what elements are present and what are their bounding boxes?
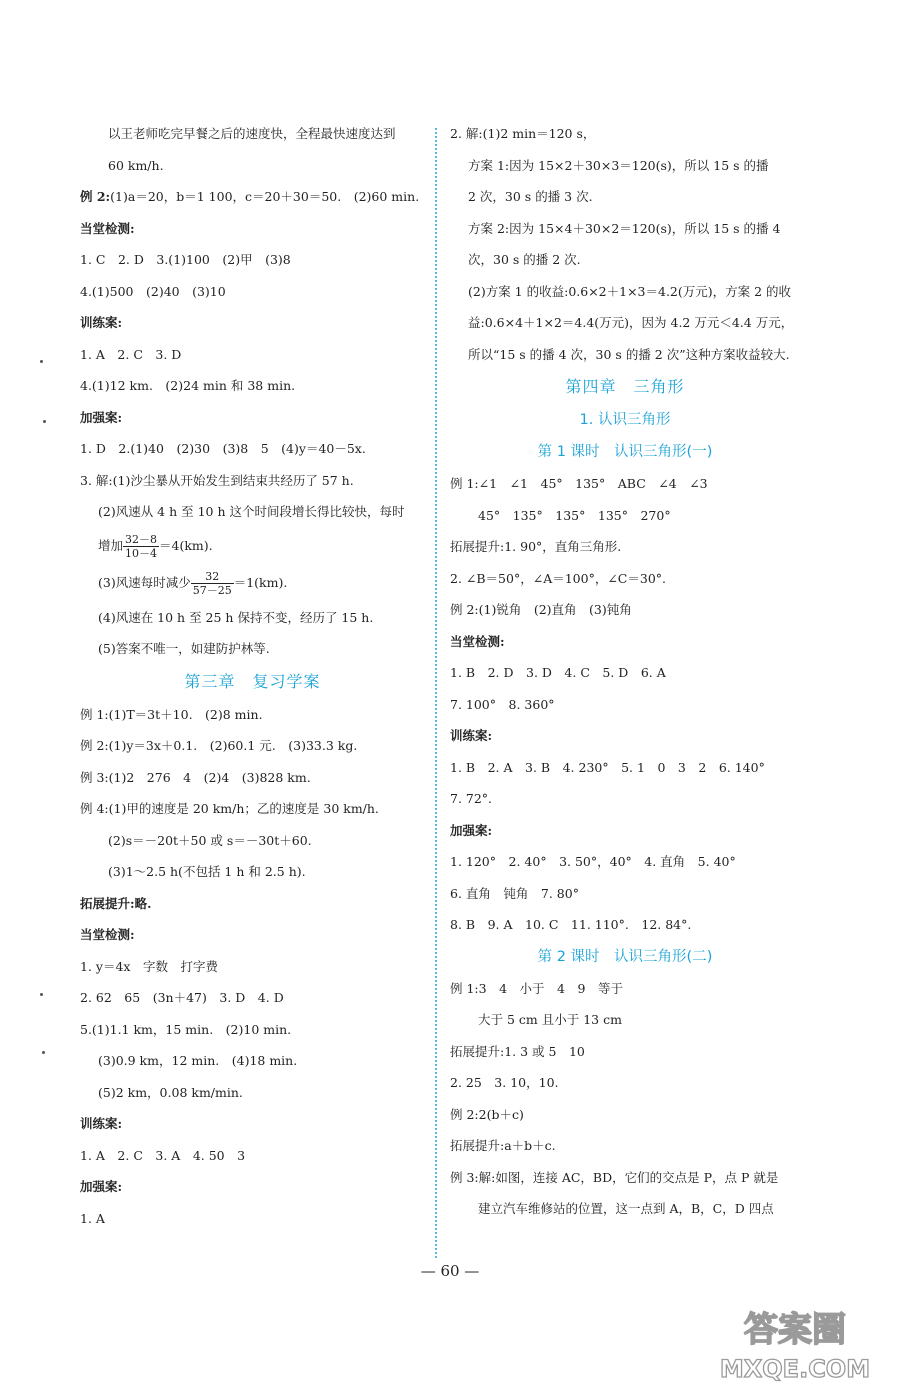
- chapter-heading: 第三章 复习学案: [184, 671, 321, 691]
- answer-line: 1. y＝4x 字数 打字费: [80, 958, 218, 974]
- example-line: 例 3:(1)2 276 4 (2)4 (3)828 km.: [80, 769, 311, 785]
- answer-line: 次，30 s 的播 2 次.: [468, 252, 581, 267]
- page-number: — 60 —: [420, 1262, 480, 1280]
- example-line: 例 3:解:如图，连接 AC，BD，它们的交点是 P，点 P 就是: [450, 1169, 779, 1185]
- answer-line: 2 次，30 s 的播 3 次.: [468, 189, 593, 204]
- section-heading: 训练案:: [80, 315, 123, 330]
- answer-line: 拓展提升:1. 3 或 5 10: [450, 1043, 585, 1059]
- answer-line: (5)答案不唯一，如建防护林等.: [98, 641, 270, 656]
- answer-line: 1. A 2. C 3. A 4. 50 3: [80, 1147, 246, 1163]
- answer-line: 2. 25 3. 10，10.: [450, 1075, 559, 1090]
- example-text: (1)a＝20，b＝1 100，c＝20＋30＝50. (2)60 min.: [110, 189, 420, 204]
- answer-line: 2. 解:(1)2 min＝120 s，: [450, 126, 596, 141]
- example-line: [80, 181, 425, 213]
- example-line: 例 2:(1)y＝3x＋0.1. (2)60.1 元. (3)33.3 kg.: [80, 738, 358, 753]
- answer-line: 1. 120° 2. 40° 3. 50°，40° 4. 直角 5. 40°: [450, 854, 736, 869]
- answer-line: 7. 100° 8. 360°: [450, 696, 555, 712]
- section-heading: 加强案:: [450, 822, 493, 838]
- answer-line: 1. C 2. D 3.(1)100 (2)甲 (3)8: [80, 252, 291, 267]
- scan-speck: [42, 1051, 45, 1054]
- example-line: 例 4:(1)甲的速度是 20 km/h；乙的速度是 30 km/h.: [80, 801, 379, 816]
- answer-line: 2. ∠B＝50°，∠A＝100°，∠C＝30°.: [450, 570, 666, 586]
- answer-line: 2. 62 65 (3n＋47) 3. D 4. D: [80, 990, 284, 1005]
- answer-line: 大于 5 cm 且小于 13 cm: [478, 1012, 622, 1027]
- answer-line: (5)2 km，0.08 km/min.: [98, 1084, 243, 1100]
- answer-line: 3. 解:(1)沙尘暴从开始发生到结束共经历了 57 h.: [80, 472, 354, 488]
- scan-speck: [40, 360, 43, 363]
- right-column: [450, 118, 800, 1225]
- example-line: 例 1:(1)T＝3t＋10. (2)8 min.: [80, 706, 263, 722]
- lesson-title: 第 1 课时 认识三角形(一): [537, 444, 713, 460]
- fraction-numerator: 32－8: [125, 532, 158, 546]
- answer-line: 7. 72°.: [450, 791, 493, 806]
- example-label: 例 2:: [80, 189, 111, 204]
- answer-line: 5.(1)1.1 km，15 min. (2)10 min.: [80, 1021, 292, 1037]
- text-fragment: (3)风速每时减少: [98, 574, 191, 590]
- fraction-denominator: 57－25: [192, 583, 232, 597]
- text-fragment: ＝4(km).: [159, 537, 213, 553]
- answer-line: 1. B 2. A 3. B 4. 230° 5. 1 0 3 2 6. 140°: [450, 759, 765, 775]
- answer-line: 4.(1)500 (2)40 (3)10: [80, 283, 226, 299]
- section-heading: 当堂检测:: [450, 633, 505, 649]
- chapter-heading: 第四章 三角形: [565, 377, 685, 396]
- answer-line: 8. B 9. A 10. C 11. 110°. 12. 84°.: [450, 917, 692, 932]
- answer-line: 拓展提升:a＋b＋c.: [450, 1138, 556, 1153]
- answer-line: 6. 直角 钝角 7. 80°: [450, 885, 579, 901]
- left-column: [80, 118, 425, 1234]
- answer-line: 1. A: [80, 1210, 105, 1226]
- section-heading: 加强案:: [80, 1179, 123, 1194]
- example-line: 例 2:2(b＋c): [450, 1106, 524, 1122]
- column-divider: [435, 128, 437, 1258]
- answer-line: 方案 1:因为 15×2＋30×3＝120(s)，所以 15 s 的播: [468, 157, 769, 173]
- text-fragment: 增加: [98, 537, 124, 553]
- answer-line: 拓展提升:1. 90°，直角三角形.: [450, 539, 622, 554]
- answer-line: 1. D 2.(1)40 (2)30 (3)8 5 (4)y＝40－5x.: [80, 441, 366, 456]
- lesson-title: 第 2 课时 认识三角形(二): [537, 948, 713, 965]
- scan-speck: [40, 993, 43, 996]
- answer-line: 4.(1)12 km. (2)24 min 和 38 min.: [80, 378, 296, 393]
- fraction-line: [80, 564, 425, 602]
- example-line: 例 1:3 4 小于 4 9 等于: [450, 980, 623, 996]
- section-heading: 训练案:: [450, 728, 493, 743]
- answer-line: (2)风速从 4 h 至 10 h 这个时间段增长得比较快，每时: [98, 504, 405, 519]
- section-title: 1. 认识三角形: [579, 412, 671, 428]
- section-heading: 当堂检测:: [80, 220, 135, 236]
- answer-line: 建立汽车维修站的位置，这一点到 A，B，C，D 四点: [478, 1201, 774, 1216]
- answer-line: 所以“15 s 的播 4 次，30 s 的播 2 次”这种方案收益较大.: [468, 346, 790, 362]
- example-line: 例 1:∠1 ∠1 45° 135° ABC ∠4 ∠3: [450, 476, 708, 491]
- fraction-numerator: 32: [191, 570, 234, 584]
- fraction-denominator: 10－4: [125, 546, 158, 560]
- fraction-line: [80, 528, 425, 564]
- example-line: 例 2:(1)锐角 (2)直角 (3)钝角: [450, 602, 632, 617]
- answer-line: 1. A 2. C 3. D: [80, 346, 182, 362]
- fraction: [191, 570, 234, 597]
- section-heading: 当堂检测:: [80, 927, 135, 942]
- answer-line: (3)0.9 km，12 min. (4)18 min.: [98, 1053, 298, 1068]
- section-heading: 拓展提升:略.: [80, 895, 152, 911]
- answer-line: (2)s＝－20t＋50 或 s＝－30t＋60.: [108, 832, 312, 848]
- fraction: [123, 533, 159, 560]
- text-line: 60 km/h.: [108, 157, 164, 173]
- answer-line: (3)1～2.5 h(不包括 1 h 和 2.5 h).: [108, 864, 306, 879]
- text-fragment: ＝1(km).: [233, 574, 288, 590]
- answer-line: 方案 2:因为 15×4＋30×2＝120(s)，所以 15 s 的播 4: [468, 220, 781, 236]
- watermark-top-text: 答案圈: [744, 1310, 846, 1350]
- answer-line: 45° 135° 135° 135° 270°: [478, 507, 671, 523]
- answer-line: (4)风速在 10 h 至 25 h 保持不变，经历了 15 h.: [98, 609, 374, 625]
- answer-line: 1. B 2. D 3. D 4. C 5. D 6. A: [450, 665, 666, 680]
- section-heading: 训练案:: [80, 1116, 123, 1131]
- text-line: 以王老师吃完早餐之后的速度快，全程最快速度达到: [108, 126, 396, 141]
- watermark-bottom-text: MXQE.COM: [719, 1355, 871, 1383]
- watermark-logo: [710, 1299, 880, 1384]
- answer-line: 益:0.6×4＋1×2＝4.4(万元)，因为 4.2 万元＜4.4 万元，: [468, 315, 794, 330]
- scan-speck: [43, 420, 46, 423]
- section-heading: 加强案:: [80, 409, 123, 425]
- answer-line: (2)方案 1 的收益:0.6×2＋1×3＝4.2(万元)，方案 2 的收: [468, 283, 792, 299]
